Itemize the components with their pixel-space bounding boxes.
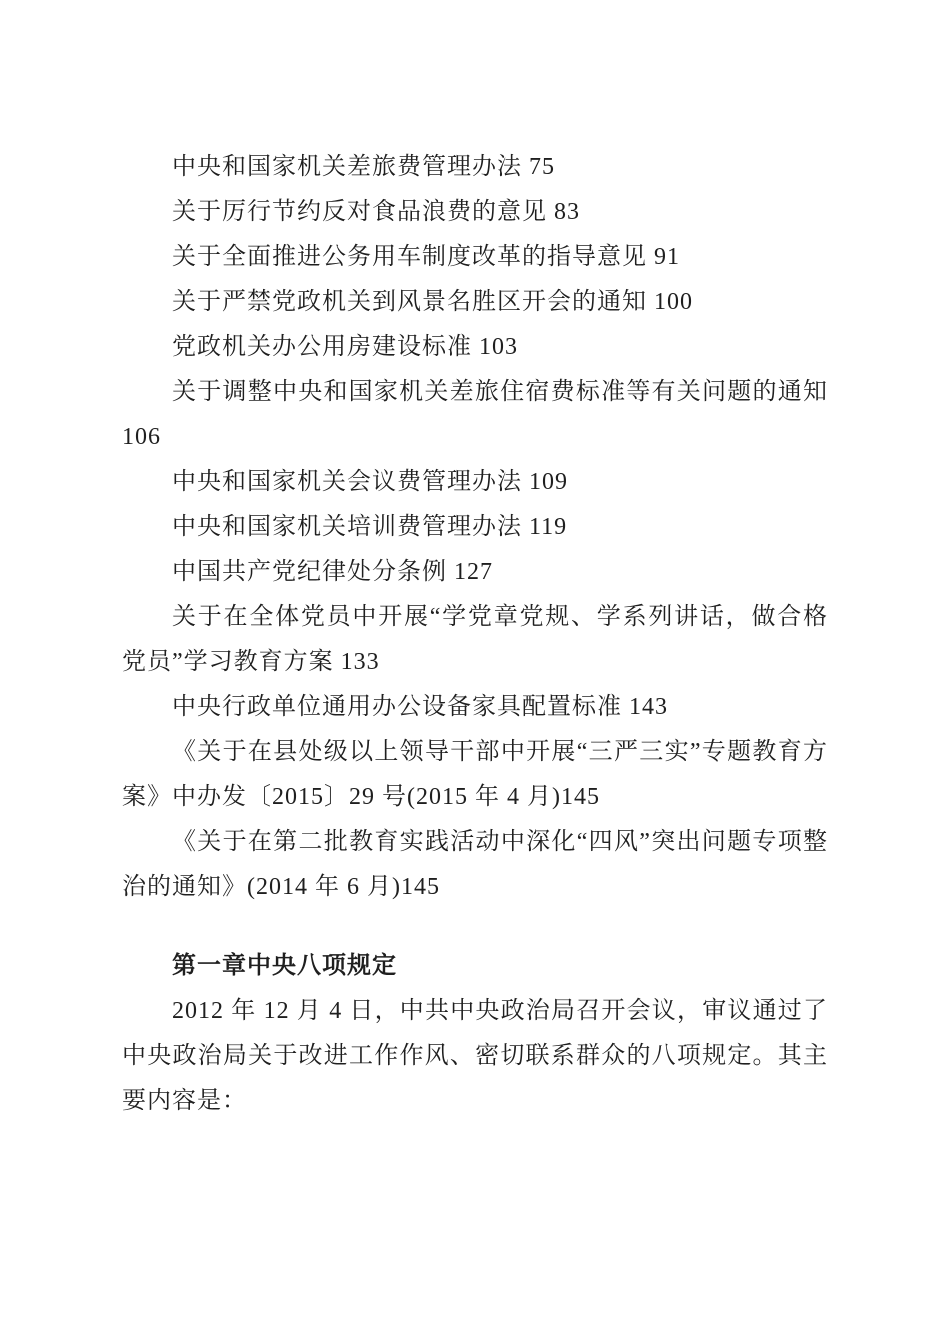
toc-entry: 关于厉行节约反对食品浪费的意见 83 bbox=[172, 199, 580, 225]
toc-entry: 关于在全体党员中开展“学党章党规、学系列讲话，做合格党员”学习教育方案 133 bbox=[122, 604, 828, 675]
chapter-heading: 第一章中央八项规定 bbox=[172, 953, 397, 979]
toc-entry: 关于全面推进公务用车制度改革的指导意见 91 bbox=[172, 244, 680, 270]
toc-entry: 《关于在县处级以上领导干部中开展“三严三实”专题教育方案》中办发〔2015〕29 号(2015 年 4 月)145 bbox=[122, 739, 828, 810]
chapter-paragraph: 2012 年 12 月 4 日，中共中央政治局召开会议，审议通过了中央政治局关于改进工作作风、密切联系群众的八项规定。其主要内容是： bbox=[122, 998, 828, 1114]
toc-entry: 中央和国家机关差旅费管理办法 75 bbox=[172, 154, 555, 180]
toc-entry: 中央和国家机关培训费管理办法 119 bbox=[172, 514, 568, 540]
toc-entry: 中国共产党纪律处分条例 127 bbox=[172, 559, 493, 585]
toc-entry: 关于严禁党政机关到风景名胜区开会的通知 100 bbox=[172, 289, 693, 315]
toc-entry: 党政机关办公用房建设标准 103 bbox=[172, 334, 518, 360]
table-of-contents bbox=[122, 145, 828, 910]
toc-entry: 中央和国家机关会议费管理办法 109 bbox=[172, 469, 568, 495]
toc-entry: 《关于在第二批教育实践活动中深化“四风”突出问题专项整治的通知》(2014 年 6 月)145 bbox=[122, 829, 828, 900]
toc-entry: 关于调整中央和国家机关差旅住宿费标准等有关问题的通知 106 bbox=[122, 379, 828, 450]
toc-entry: 中央行政单位通用办公设备家具配置标准 143 bbox=[172, 694, 668, 720]
